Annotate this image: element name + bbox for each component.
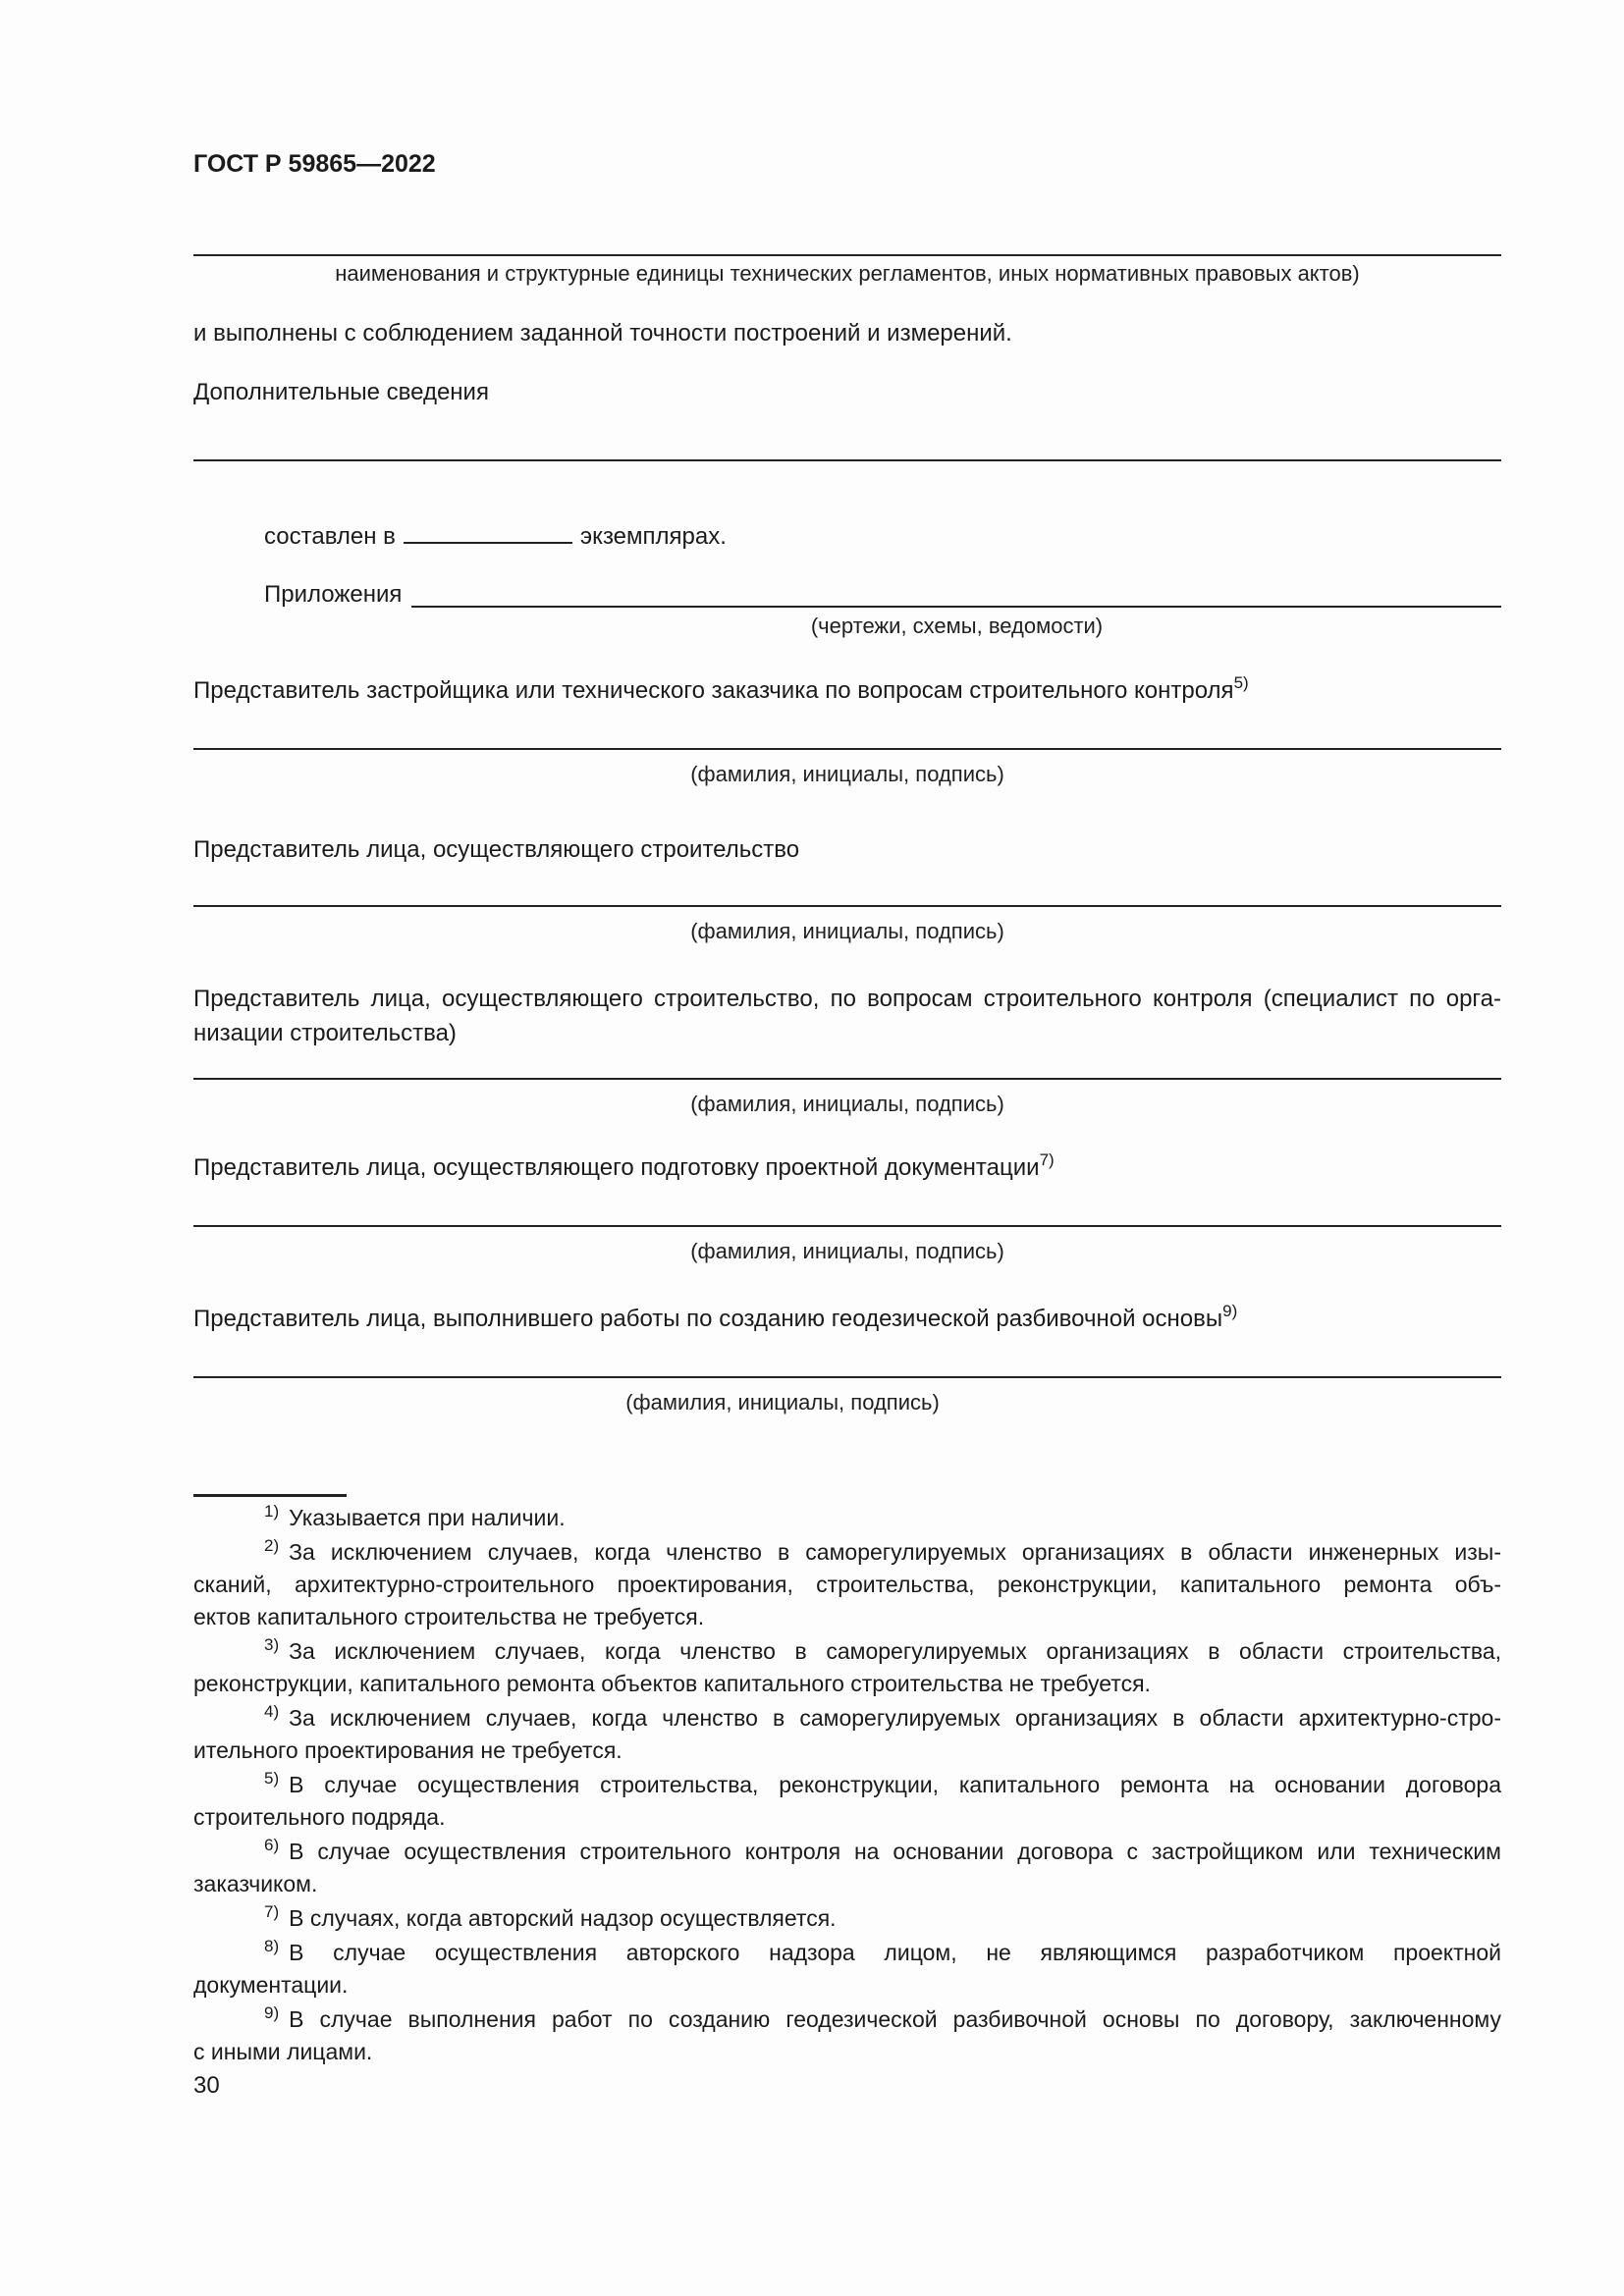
signature-caption: (фамилия, инициалы, подпись) (625, 1390, 940, 1415)
footnote-marker: 7) (264, 1902, 280, 1921)
footnote (193, 1536, 1501, 1633)
attachments-blank-field (411, 602, 1501, 608)
footnote-line: $^{3)}$ За исключением случаев, когда членство в саморегулируемых организациях в области строительства, (264, 1635, 1501, 1664)
copies-suffix: экземплярах. (579, 523, 727, 550)
footnote-marker: 5) (264, 1769, 280, 1788)
footnote-marker: 8) (264, 1937, 280, 1955)
footnote-line: $^{5)}$ В случае осуществления строительства, реконструкции, капитального ремонта на основании договора (264, 1769, 1501, 1797)
copies-prefix: составлен в (264, 523, 396, 550)
signatory-title: Представитель лица, осуществляющего подготовку проектной документации$^{7)}$ (193, 1150, 1055, 1181)
signature-line (193, 1078, 1501, 1080)
footnote-separator (193, 1494, 347, 1497)
signature-line (193, 905, 1501, 907)
footnote-line: строительного подряда. (193, 1804, 446, 1830)
signatory-title-line: Представитель лица, осуществляющего строительство, по вопросам строительного контроля (специалист по орга- (193, 986, 1501, 1012)
page-number: 30 (193, 2072, 220, 2099)
footnote (193, 1937, 1501, 2002)
footnote (193, 1902, 1501, 1935)
signature-line (193, 748, 1501, 750)
attachments-label: Приложения (264, 581, 403, 608)
footnote-line: $^{1)}$ Указывается при наличии. (264, 1502, 566, 1530)
footnote-marker: 4) (264, 1702, 280, 1721)
signature-caption: (фамилия, инициалы, подпись) (690, 762, 1004, 786)
signatory-title-line: низации строительства) (193, 1020, 457, 1046)
footnote-line: документации. (193, 1972, 349, 1998)
footnote-reference: 7) (1039, 1150, 1055, 1169)
horizontal-rule (193, 254, 1501, 256)
attachments-caption: (чертежи, схемы, ведомости) (810, 614, 1104, 638)
footnote-marker: 6) (264, 1836, 280, 1854)
signature-caption: (фамилия, инициалы, подпись) (690, 1239, 1004, 1263)
page-header: ГОСТ Р 59865—2022 (193, 150, 436, 178)
signature-line (193, 1376, 1501, 1378)
footnote-marker: 2) (264, 1536, 280, 1555)
signature-line (193, 1225, 1501, 1227)
footnote-marker: 1) (264, 1502, 280, 1521)
footnote-line: $^{9)}$ В случае выполнения работ по созданию геодезической разбивочной основы по договору, заключенному (264, 2003, 1501, 2032)
footnote-line: $^{2)}$ За исключением случаев, когда членство в саморегулируемых организациях в области инженерных изы- (264, 1536, 1501, 1565)
copies-line (193, 520, 1501, 552)
footnote (193, 1836, 1501, 1900)
footnote-line: $^{8)}$ В случае осуществления авторского надзора лицом, не являющимся разработчиком проектной (264, 1937, 1501, 1965)
additional-info-label: Дополнительные сведения (193, 379, 489, 405)
footnote-line: $^{7)}$ В случаях, когда авторский надзор осуществляется. (264, 1902, 837, 1931)
signature-caption: (фамилия, инициалы, подпись) (690, 1092, 1004, 1116)
footnote-line: заказчиком. (193, 1871, 318, 1896)
footnote-line: $^{4)}$ За исключением случаев, когда членство в саморегулируемых организациях в области архитектурно-стро- (264, 1702, 1501, 1731)
signatory-title (193, 982, 1501, 1050)
footnotes-section (193, 1502, 1501, 2068)
footnote (193, 1502, 1501, 1534)
footnote-marker: 9) (264, 2003, 280, 2022)
signatory-title: Представитель лица, осуществляющего строительство (193, 836, 800, 863)
signature-caption: (фамилия, инициалы, подпись) (690, 919, 1004, 943)
footnote (193, 1769, 1501, 1834)
footnote (193, 1702, 1501, 1767)
footnote-line: $^{6)}$ В случае осуществления строительного контроля на основании договора с застройщиком или техническим (264, 1836, 1501, 1864)
attachments-line (193, 580, 1501, 610)
footnote (193, 2003, 1501, 2068)
signatory-title: Представитель лица, выполнившего работы по созданию геодезической разбивочной основы$^{9)}$ (193, 1302, 1238, 1332)
accuracy-paragraph: и выполнены с соблюдением заданной точности построений и измерений. (193, 320, 1012, 347)
footnote-line: ектов капитального строительства не требуется. (193, 1604, 705, 1629)
copies-blank-field (404, 520, 572, 544)
footnote (193, 1635, 1501, 1700)
additional-info-blank-line (193, 459, 1501, 461)
footnote-line: с иными лицами. (193, 2039, 373, 2064)
signatory-title: Представитель застройщика или технического заказчика по вопросам строительного контроля$^{5)}$ (193, 673, 1249, 704)
footnote-line: реконструкции, капитального ремонта объектов капитального строительства не требуется. (193, 1671, 1151, 1696)
footnote-marker: 3) (264, 1635, 280, 1654)
footnote-line: сканий, архитектурно-строительного проектирования, строительства, реконструкции, капитального ремонта объ- (193, 1572, 1501, 1597)
footnote-reference: 5) (1233, 673, 1249, 692)
footnote-reference: 9) (1222, 1302, 1238, 1320)
top-caption: наименования и структурные единицы технических регламентов, иных нормативных правовых актов) (335, 261, 1360, 286)
footnote-line: ительного проектирования не требуется. (193, 1737, 623, 1763)
